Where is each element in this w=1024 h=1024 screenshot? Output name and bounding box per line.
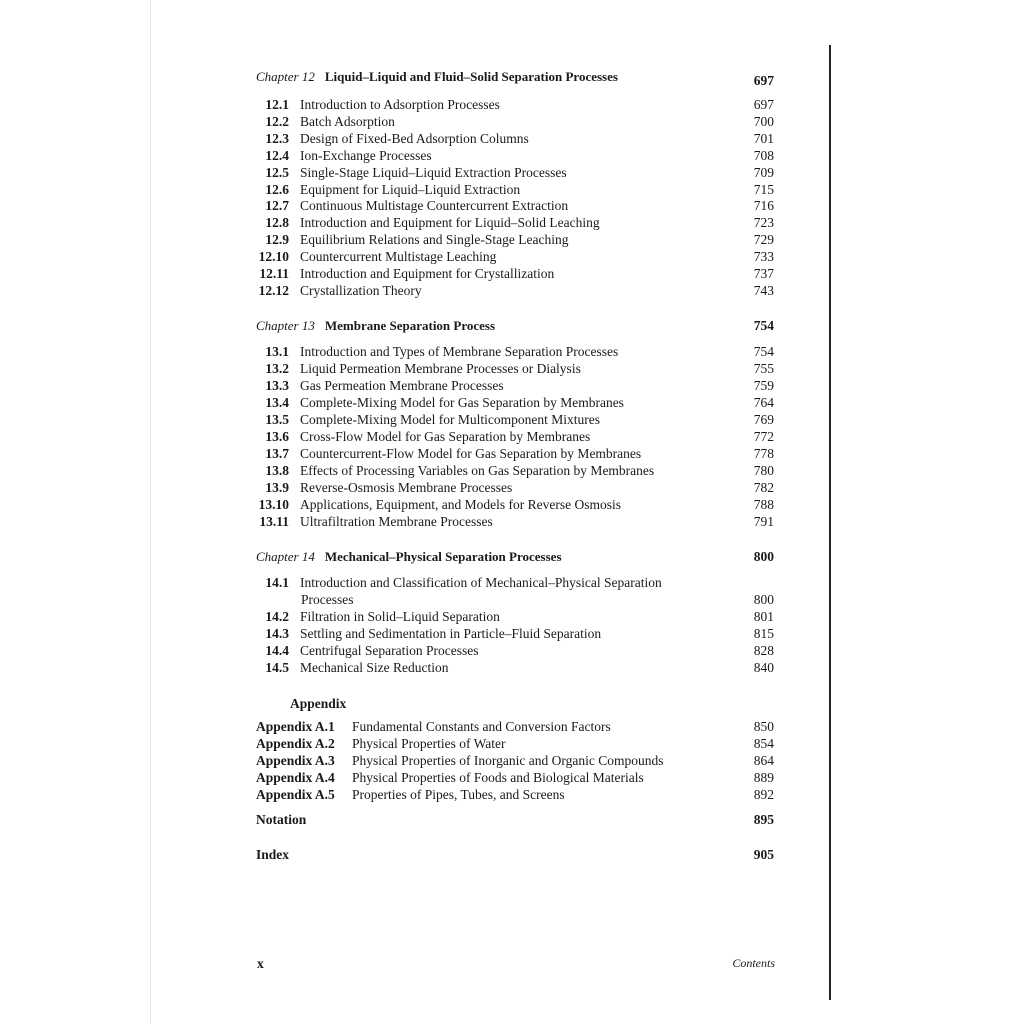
section-number: 12.12 xyxy=(258,282,289,298)
section-page: 737 xyxy=(753,266,774,281)
appendix-page: 854 xyxy=(753,736,774,751)
section-title: Ion-Exchange Processes xyxy=(300,147,432,163)
section-number: 14.2 xyxy=(265,609,289,624)
section-page: 764 xyxy=(753,395,774,410)
section-page: 769 xyxy=(753,412,774,427)
chapter-page: 754 xyxy=(753,318,774,333)
section-number: 12.9 xyxy=(265,232,289,248)
appendix-page: 864 xyxy=(753,753,774,768)
section-page: 743 xyxy=(753,282,774,298)
section-title: Continuous Multistage Countercurrent Extraction xyxy=(300,198,569,214)
chapter-heading xyxy=(256,317,495,335)
section-page: 733 xyxy=(753,249,774,265)
index-label: Index xyxy=(256,847,290,862)
section-number: 13.8 xyxy=(265,463,289,478)
notation-label: Notation xyxy=(256,812,307,827)
section-page: 788 xyxy=(753,497,774,512)
section-number: 13.5 xyxy=(265,412,289,427)
section-title: Applications, Equipment, and Models for Reverse Osmosis xyxy=(300,497,621,512)
section-number: 12.10 xyxy=(258,249,289,265)
section-number: 12.1 xyxy=(265,97,289,112)
section-number: 12.8 xyxy=(265,215,289,231)
appendix-title: Fundamental Constants and Conversion Factors xyxy=(352,719,611,734)
footer-page-number: x xyxy=(257,956,264,971)
section-title: Equipment for Liquid–Liquid Extraction xyxy=(300,181,521,197)
section-number: 13.9 xyxy=(265,480,289,495)
section-page: 729 xyxy=(753,232,774,248)
appendix-page: 889 xyxy=(753,770,774,785)
section-number: 14.5 xyxy=(265,660,289,675)
section-page: 828 xyxy=(753,643,774,658)
section-title: Countercurrent-Flow Model for Gas Separation by Membranes xyxy=(300,446,642,461)
chapter-label: Chapter 12 xyxy=(256,69,315,84)
chapter-heading xyxy=(256,68,618,86)
section-page: 791 xyxy=(753,514,774,529)
section-number: 12.4 xyxy=(265,147,289,163)
section-title: Introduction and Classification of Mechanical–Physical Separation xyxy=(300,575,662,590)
section-number: 13.6 xyxy=(265,429,289,444)
section-page: 780 xyxy=(753,463,774,478)
section-page: 772 xyxy=(753,429,774,444)
section-page: 723 xyxy=(753,215,774,231)
section-page: 708 xyxy=(753,147,774,163)
section-title: Effects of Processing Variables on Gas Separation by Membranes xyxy=(300,463,655,478)
appendix-heading: Appendix xyxy=(290,696,347,711)
section-title: Filtration in Solid–Liquid Separation xyxy=(300,609,500,624)
section-title: Introduction and Equipment for Crystallization xyxy=(300,266,555,281)
section-page: 755 xyxy=(753,361,774,376)
section-page: 701 xyxy=(753,130,774,146)
section-page: 800 xyxy=(753,592,774,607)
section-title: Complete-Mixing Model for Gas Separation by Membranes xyxy=(300,395,624,410)
section-number: 13.2 xyxy=(265,361,289,376)
index-page: 905 xyxy=(753,847,774,862)
section-number: 13.10 xyxy=(258,497,289,512)
chapter-heading xyxy=(256,548,562,566)
appendix-title: Properties of Pipes, Tubes, and Screens xyxy=(352,787,565,802)
chapter-page: 697 xyxy=(753,73,774,88)
section-page: 709 xyxy=(753,164,774,180)
scan-left-edge xyxy=(150,0,151,1024)
footer-running-title: Contents xyxy=(732,956,775,970)
section-number: 14.1 xyxy=(265,575,289,590)
section-title: Single-Stage Liquid–Liquid Extraction Processes xyxy=(300,164,567,180)
appendix-page: 850 xyxy=(753,719,774,734)
section-page: 840 xyxy=(753,660,774,675)
section-number: 13.4 xyxy=(265,395,289,410)
section-title: Reverse-Osmosis Membrane Processes xyxy=(300,480,513,495)
appendix-label: Appendix A.2 xyxy=(256,736,335,751)
section-title: Batch Adsorption xyxy=(300,113,395,129)
section-number: 14.3 xyxy=(265,626,289,641)
chapter-label: Chapter 14 xyxy=(256,549,315,564)
section-page: 754 xyxy=(753,344,774,359)
section-number: 12.2 xyxy=(265,113,289,129)
chapter-label: Chapter 13 xyxy=(256,318,315,333)
scan-right-edge xyxy=(829,45,831,1000)
appendix-page: 892 xyxy=(753,787,774,802)
section-title: Countercurrent Multistage Leaching xyxy=(300,249,497,265)
appendix-title: Physical Properties of Foods and Biological Materials xyxy=(352,770,644,785)
chapter-title: Mechanical–Physical Separation Processes xyxy=(324,549,562,564)
appendix-label: Appendix A.1 xyxy=(256,719,335,734)
section-title: Settling and Sedimentation in Particle–Fluid Separation xyxy=(300,626,602,641)
chapter-title: Liquid–Liquid and Fluid–Solid Separation Processes xyxy=(324,69,618,84)
section-number: 12.3 xyxy=(265,130,289,146)
section-title: Introduction to Adsorption Processes xyxy=(300,97,500,112)
section-title: Ultrafiltration Membrane Processes xyxy=(300,514,493,529)
notation-page: 895 xyxy=(753,812,774,827)
section-title-continued: Processes xyxy=(301,592,354,607)
section-number: 13.3 xyxy=(265,378,289,393)
section-title: Liquid Permeation Membrane Processes or Dialysis xyxy=(300,361,581,376)
section-page: 715 xyxy=(753,181,774,197)
section-title: Gas Permeation Membrane Processes xyxy=(300,378,504,393)
section-page: 801 xyxy=(753,609,774,624)
section-page: 815 xyxy=(753,626,774,641)
section-page: 697 xyxy=(753,97,774,112)
appendix-title: Physical Properties of Water xyxy=(352,736,506,751)
section-number: 13.7 xyxy=(265,446,289,461)
appendix-label: Appendix A.5 xyxy=(256,787,335,802)
section-title: Mechanical Size Reduction xyxy=(300,660,449,675)
section-number: 12.11 xyxy=(259,266,289,281)
section-number: 12.7 xyxy=(265,198,289,214)
section-number: 14.4 xyxy=(265,643,289,658)
section-page: 778 xyxy=(753,446,774,461)
section-title: Crystallization Theory xyxy=(300,282,422,298)
section-title: Complete-Mixing Model for Multicomponent Mixtures xyxy=(300,412,600,427)
section-title: Introduction and Equipment for Liquid–Solid Leaching xyxy=(300,215,600,231)
section-page: 716 xyxy=(753,198,774,214)
section-title: Centrifugal Separation Processes xyxy=(300,643,479,658)
section-number: 12.5 xyxy=(265,164,289,180)
section-title: Cross-Flow Model for Gas Separation by Membranes xyxy=(300,429,591,444)
section-number: 12.6 xyxy=(265,181,289,197)
appendix-title: Physical Properties of Inorganic and Organic Compounds xyxy=(352,753,664,768)
section-page: 782 xyxy=(753,480,774,495)
section-title: Equilibrium Relations and Single-Stage Leaching xyxy=(300,232,569,248)
appendix-label: Appendix A.3 xyxy=(256,753,335,768)
appendix-label: Appendix A.4 xyxy=(256,770,335,785)
section-page: 759 xyxy=(753,378,774,393)
section-number: 13.11 xyxy=(259,514,289,529)
chapter-title: Membrane Separation Process xyxy=(324,318,496,333)
section-page: 700 xyxy=(753,113,774,129)
section-title: Design of Fixed-Bed Adsorption Columns xyxy=(300,130,529,146)
section-number: 13.1 xyxy=(265,344,289,359)
chapter-page: 800 xyxy=(753,549,774,564)
section-title: Introduction and Types of Membrane Separation Processes xyxy=(300,344,619,359)
